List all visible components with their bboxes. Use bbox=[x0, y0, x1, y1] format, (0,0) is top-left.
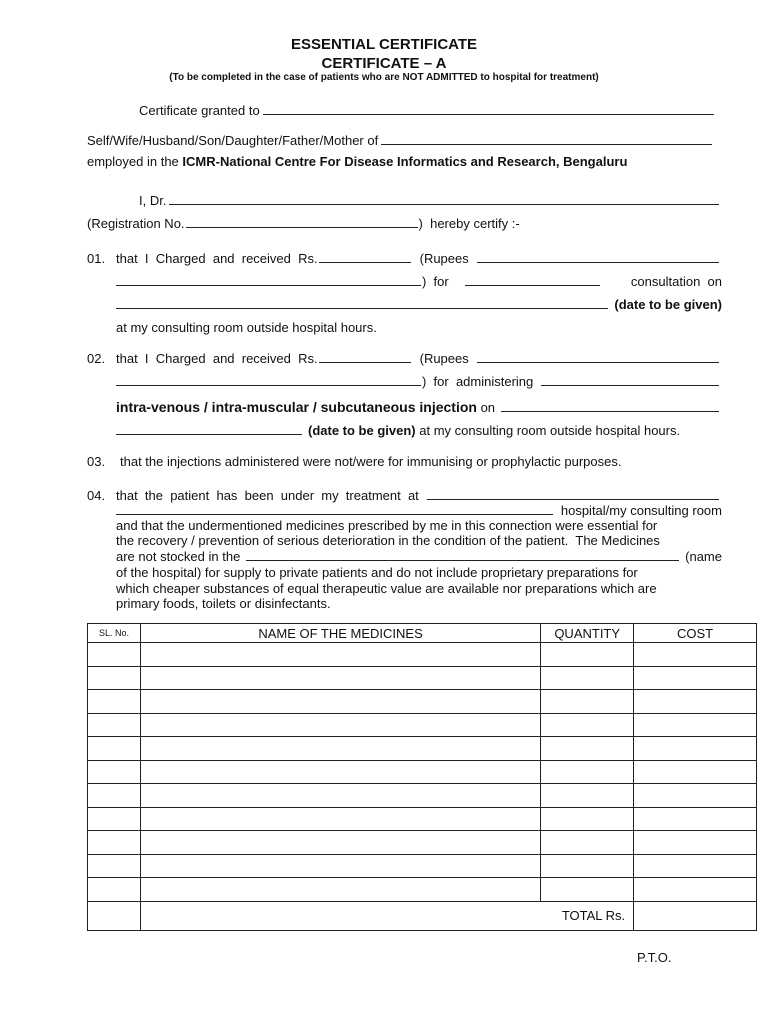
item1-text: that I Charged and received Rs. bbox=[116, 251, 318, 266]
item2-on-label: on bbox=[476, 400, 496, 415]
pto-label: P.T.O. bbox=[637, 950, 672, 965]
item4-number: 04. bbox=[87, 488, 106, 503]
item2-rupees-field[interactable] bbox=[477, 351, 719, 363]
sl-no-cell[interactable] bbox=[88, 713, 141, 737]
item4-line7 bbox=[116, 581, 722, 597]
medicine-name-cell[interactable] bbox=[140, 760, 540, 784]
item4-line4 bbox=[116, 533, 722, 549]
relation-field[interactable] bbox=[381, 133, 712, 145]
registration-field[interactable] bbox=[186, 216, 418, 228]
cost-cell[interactable] bbox=[634, 737, 757, 761]
certify-label: ) hereby certify :- bbox=[418, 216, 520, 231]
medicine-name-cell[interactable] bbox=[140, 666, 540, 690]
table-row bbox=[88, 737, 757, 761]
item1-consultation-field[interactable] bbox=[465, 274, 600, 286]
quantity-cell[interactable] bbox=[541, 807, 634, 831]
item1-line1 bbox=[87, 251, 722, 267]
item2-number: 02. bbox=[87, 351, 106, 366]
cost-cell[interactable] bbox=[634, 713, 757, 737]
item2-rupees-label: (Rupees bbox=[419, 351, 469, 366]
item1-hours-text: at my consulting room outside hospital hours. bbox=[116, 320, 377, 335]
medicine-name-cell[interactable] bbox=[140, 690, 540, 714]
item1-rupees-label: (Rupees bbox=[419, 251, 469, 266]
medicine-name-cell[interactable] bbox=[140, 854, 540, 878]
total-sl-cell bbox=[88, 901, 141, 930]
cost-cell[interactable] bbox=[634, 831, 757, 855]
medicine-name-cell[interactable] bbox=[140, 713, 540, 737]
item3-line bbox=[87, 454, 722, 470]
item4-line5 bbox=[116, 549, 722, 565]
granted-to-line bbox=[139, 103, 717, 119]
item2-administering-label: ) for administering bbox=[422, 374, 534, 389]
item1-rupees-field[interactable] bbox=[477, 251, 719, 263]
employer-name: ICMR-National Centre For Disease Informatics and Research, Bengaluru bbox=[182, 154, 628, 169]
header-quantity: QUANTITY bbox=[541, 624, 634, 643]
header-sl-no: SL. No. bbox=[88, 624, 141, 643]
cost-cell[interactable] bbox=[634, 666, 757, 690]
item4-text-line: primary foods, toilets or disinfectants. bbox=[116, 596, 331, 611]
table-row bbox=[88, 690, 757, 714]
item2-hours-text: at my consulting room outside hospital hours. bbox=[415, 423, 681, 438]
table-row bbox=[88, 643, 757, 667]
total-row bbox=[88, 901, 757, 930]
table-row bbox=[88, 831, 757, 855]
item2-text: that I Charged and received Rs. bbox=[116, 351, 318, 366]
total-label: TOTAL Rs. bbox=[140, 901, 633, 930]
quantity-cell[interactable] bbox=[541, 760, 634, 784]
doctor-field[interactable] bbox=[169, 193, 719, 205]
sl-no-cell[interactable] bbox=[88, 760, 141, 784]
doctor-label: I, Dr. bbox=[139, 193, 167, 208]
medicine-name-cell[interactable] bbox=[140, 807, 540, 831]
medicine-name-cell[interactable] bbox=[140, 878, 540, 902]
document-subtitle: CERTIFICATE – A bbox=[321, 55, 447, 72]
item2-line4 bbox=[116, 423, 722, 439]
item1-consultation-label: consultation on bbox=[630, 274, 722, 289]
sl-no-cell[interactable] bbox=[88, 854, 141, 878]
table-header-row bbox=[88, 624, 757, 643]
item4-line2 bbox=[116, 503, 722, 519]
relation-label: Self/Wife/Husband/Son/Daughter/Father/Mother of bbox=[87, 133, 379, 148]
item1-line2 bbox=[116, 274, 722, 290]
cost-cell[interactable] bbox=[634, 760, 757, 784]
cost-cell[interactable] bbox=[634, 878, 757, 902]
medicine-name-cell[interactable] bbox=[140, 784, 540, 808]
item2-injection-type: intra-venous / intra-muscular / subcutaneous injection bbox=[116, 399, 477, 415]
employed-label: employed in the bbox=[87, 154, 183, 169]
item2-date-field[interactable] bbox=[116, 423, 302, 435]
item1-for-label: ) for bbox=[422, 274, 449, 289]
total-cost-cell[interactable] bbox=[634, 901, 757, 930]
sl-no-cell[interactable] bbox=[88, 807, 141, 831]
item4-name-label: (name bbox=[685, 549, 722, 564]
medicines-table bbox=[87, 623, 757, 931]
quantity-cell[interactable] bbox=[541, 690, 634, 714]
granted-to-field[interactable] bbox=[263, 103, 714, 115]
quantity-cell[interactable] bbox=[541, 666, 634, 690]
item2-date-note: (date to be given) bbox=[308, 423, 416, 438]
sl-no-cell[interactable] bbox=[88, 737, 141, 761]
quantity-cell[interactable] bbox=[541, 831, 634, 855]
item2-administering-field[interactable] bbox=[541, 374, 719, 386]
item4-stock-hospital-field[interactable] bbox=[246, 549, 679, 561]
medicine-name-cell[interactable] bbox=[140, 831, 540, 855]
table-row bbox=[88, 760, 757, 784]
quantity-cell[interactable] bbox=[541, 737, 634, 761]
item4-text: that the patient has been under my treatment at bbox=[116, 488, 419, 503]
cost-cell[interactable] bbox=[634, 690, 757, 714]
item1-rupees-field-cont[interactable] bbox=[116, 274, 421, 286]
item3-number: 03. bbox=[87, 454, 106, 469]
table-row bbox=[88, 878, 757, 902]
item2-on-field[interactable] bbox=[501, 400, 719, 412]
quantity-cell[interactable] bbox=[541, 878, 634, 902]
item2-rupees-field-cont[interactable] bbox=[116, 374, 421, 386]
registration-line bbox=[87, 216, 557, 232]
item4-text-line: the recovery / prevention of serious deterioration in the condition of the patient. The Medicines bbox=[116, 533, 660, 548]
item4-hospital-field-cont[interactable] bbox=[116, 503, 553, 515]
item1-line3 bbox=[116, 297, 722, 313]
item4-line3 bbox=[116, 518, 722, 534]
item1-number: 01. bbox=[87, 251, 106, 266]
relation-line bbox=[87, 133, 715, 149]
item1-date-note: (date to be given) bbox=[614, 297, 722, 312]
quantity-cell[interactable] bbox=[541, 784, 634, 808]
item2-line3 bbox=[116, 399, 722, 415]
sl-no-cell[interactable] bbox=[88, 643, 141, 667]
cost-cell[interactable] bbox=[634, 807, 757, 831]
item4-line8 bbox=[116, 596, 722, 612]
cost-cell[interactable] bbox=[634, 784, 757, 808]
item2-amount-field[interactable] bbox=[319, 351, 411, 363]
table-row bbox=[88, 854, 757, 878]
item2-line1 bbox=[87, 351, 722, 367]
item1-line4 bbox=[116, 320, 722, 336]
item3-text: that the injections administered were not/were for immunising or prophylactic purposes. bbox=[120, 454, 622, 469]
item4-line6 bbox=[116, 565, 722, 581]
table-row bbox=[88, 666, 757, 690]
sl-no-cell[interactable] bbox=[88, 878, 141, 902]
item4-text-line: of the hospital) for supply to private patients and do not include proprietary preparations for bbox=[116, 565, 638, 580]
quantity-cell[interactable] bbox=[541, 713, 634, 737]
header-cost: COST bbox=[634, 624, 757, 643]
item4-text-line: and that the undermentioned medicines prescribed by me in this connection were essential for bbox=[116, 518, 658, 533]
quantity-cell[interactable] bbox=[541, 643, 634, 667]
medicine-name-cell[interactable] bbox=[140, 737, 540, 761]
sl-no-cell[interactable] bbox=[88, 784, 141, 808]
item4-text-line: are not stocked in the bbox=[116, 549, 241, 564]
item4-hospital-label: hospital/my consulting room bbox=[557, 503, 722, 518]
medicine-name-cell[interactable] bbox=[140, 643, 540, 667]
item2-line2 bbox=[116, 374, 722, 390]
table-row bbox=[88, 784, 757, 808]
item4-line1 bbox=[87, 488, 722, 504]
document-note: (To be completed in the case of patients who are NOT ADMITTED to hospital for treatment) bbox=[169, 72, 599, 83]
sl-no-cell[interactable] bbox=[88, 666, 141, 690]
cost-cell[interactable] bbox=[634, 643, 757, 667]
item1-amount-field[interactable] bbox=[319, 251, 411, 263]
header-medicine-name: NAME OF THE MEDICINES bbox=[140, 624, 540, 643]
sl-no-cell[interactable] bbox=[88, 690, 141, 714]
item4-text-line: which cheaper substances of equal therapeutic value are available nor preparations which are bbox=[116, 581, 657, 596]
cost-cell[interactable] bbox=[634, 854, 757, 878]
quantity-cell[interactable] bbox=[541, 854, 634, 878]
employer-line bbox=[87, 154, 727, 170]
table-row bbox=[88, 807, 757, 831]
item4-hospital-field[interactable] bbox=[427, 488, 719, 500]
granted-to-label: Certificate granted to bbox=[139, 103, 260, 118]
item1-date-field[interactable] bbox=[116, 297, 608, 309]
sl-no-cell[interactable] bbox=[88, 831, 141, 855]
table-row bbox=[88, 713, 757, 737]
doctor-line bbox=[139, 193, 722, 209]
document-title: ESSENTIAL CERTIFICATE bbox=[290, 36, 478, 53]
registration-label: (Registration No. bbox=[87, 216, 185, 231]
